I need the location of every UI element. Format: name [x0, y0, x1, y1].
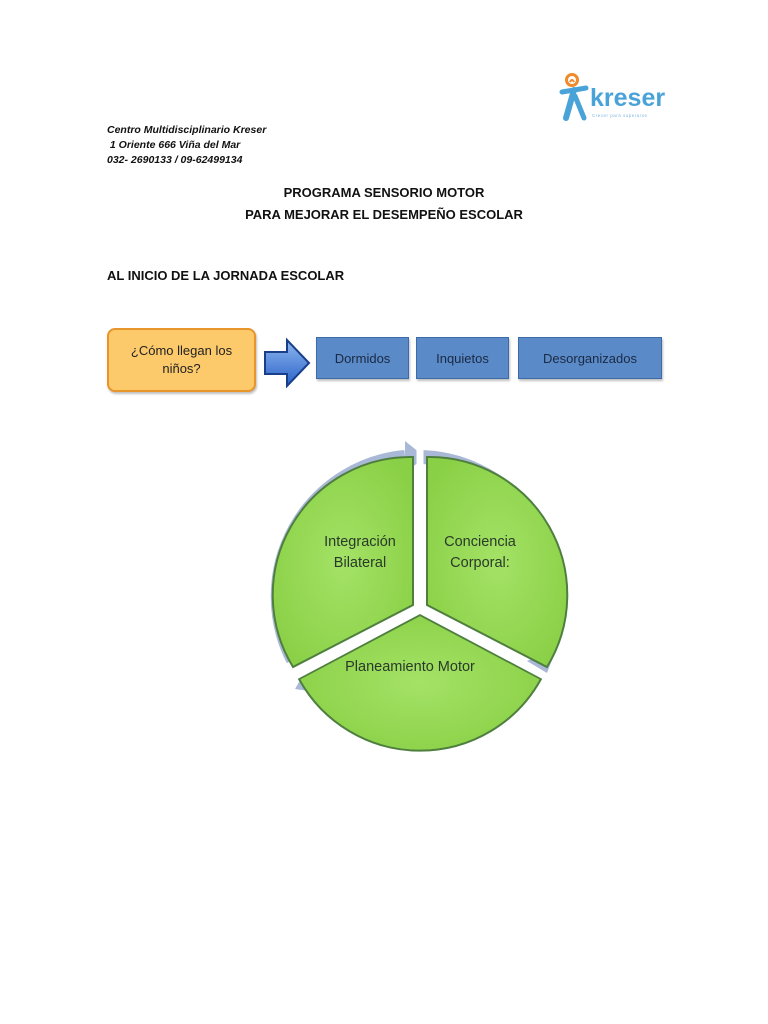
header-address-block — [107, 123, 266, 168]
phone: 032- 2690133 / 09-62499134 — [107, 154, 243, 166]
segment-label-conciencia: Conciencia Corporal: — [444, 534, 516, 571]
logo-wordmark: kreser — [590, 84, 666, 112]
right-arrow-icon — [262, 337, 312, 389]
question-text: ¿Cómo llegan los niños? — [130, 343, 233, 376]
cycle-diagram — [265, 435, 575, 755]
question-box — [107, 328, 256, 392]
state-label: Dormidos — [334, 350, 391, 366]
segment-label-planeamiento: Planeamiento Motor — [345, 659, 475, 675]
page-title-line-2: PARA MEJORAR EL DESEMPEÑO ESCOLAR — [245, 207, 523, 222]
state-label: Inquietos — [436, 350, 489, 366]
state-box-dormidos — [316, 337, 409, 379]
logo-tagline: Crecer para superarse — [592, 113, 648, 118]
state-box-desorganizados — [518, 337, 662, 379]
state-label: Desorganizados — [543, 350, 637, 366]
section-heading: AL INICIO DE LA JORNADA ESCOLAR — [107, 268, 345, 283]
org-name: Centro Multidisciplinario Kreser — [107, 124, 267, 136]
page-title-line-1: PROGRAMA SENSORIO MOTOR — [283, 185, 485, 200]
address: 1 Oriente 666 Viña del Mar — [107, 139, 241, 151]
segment-label-integracion: Integración Bilateral — [324, 534, 396, 571]
state-box-inquietos — [416, 337, 509, 379]
